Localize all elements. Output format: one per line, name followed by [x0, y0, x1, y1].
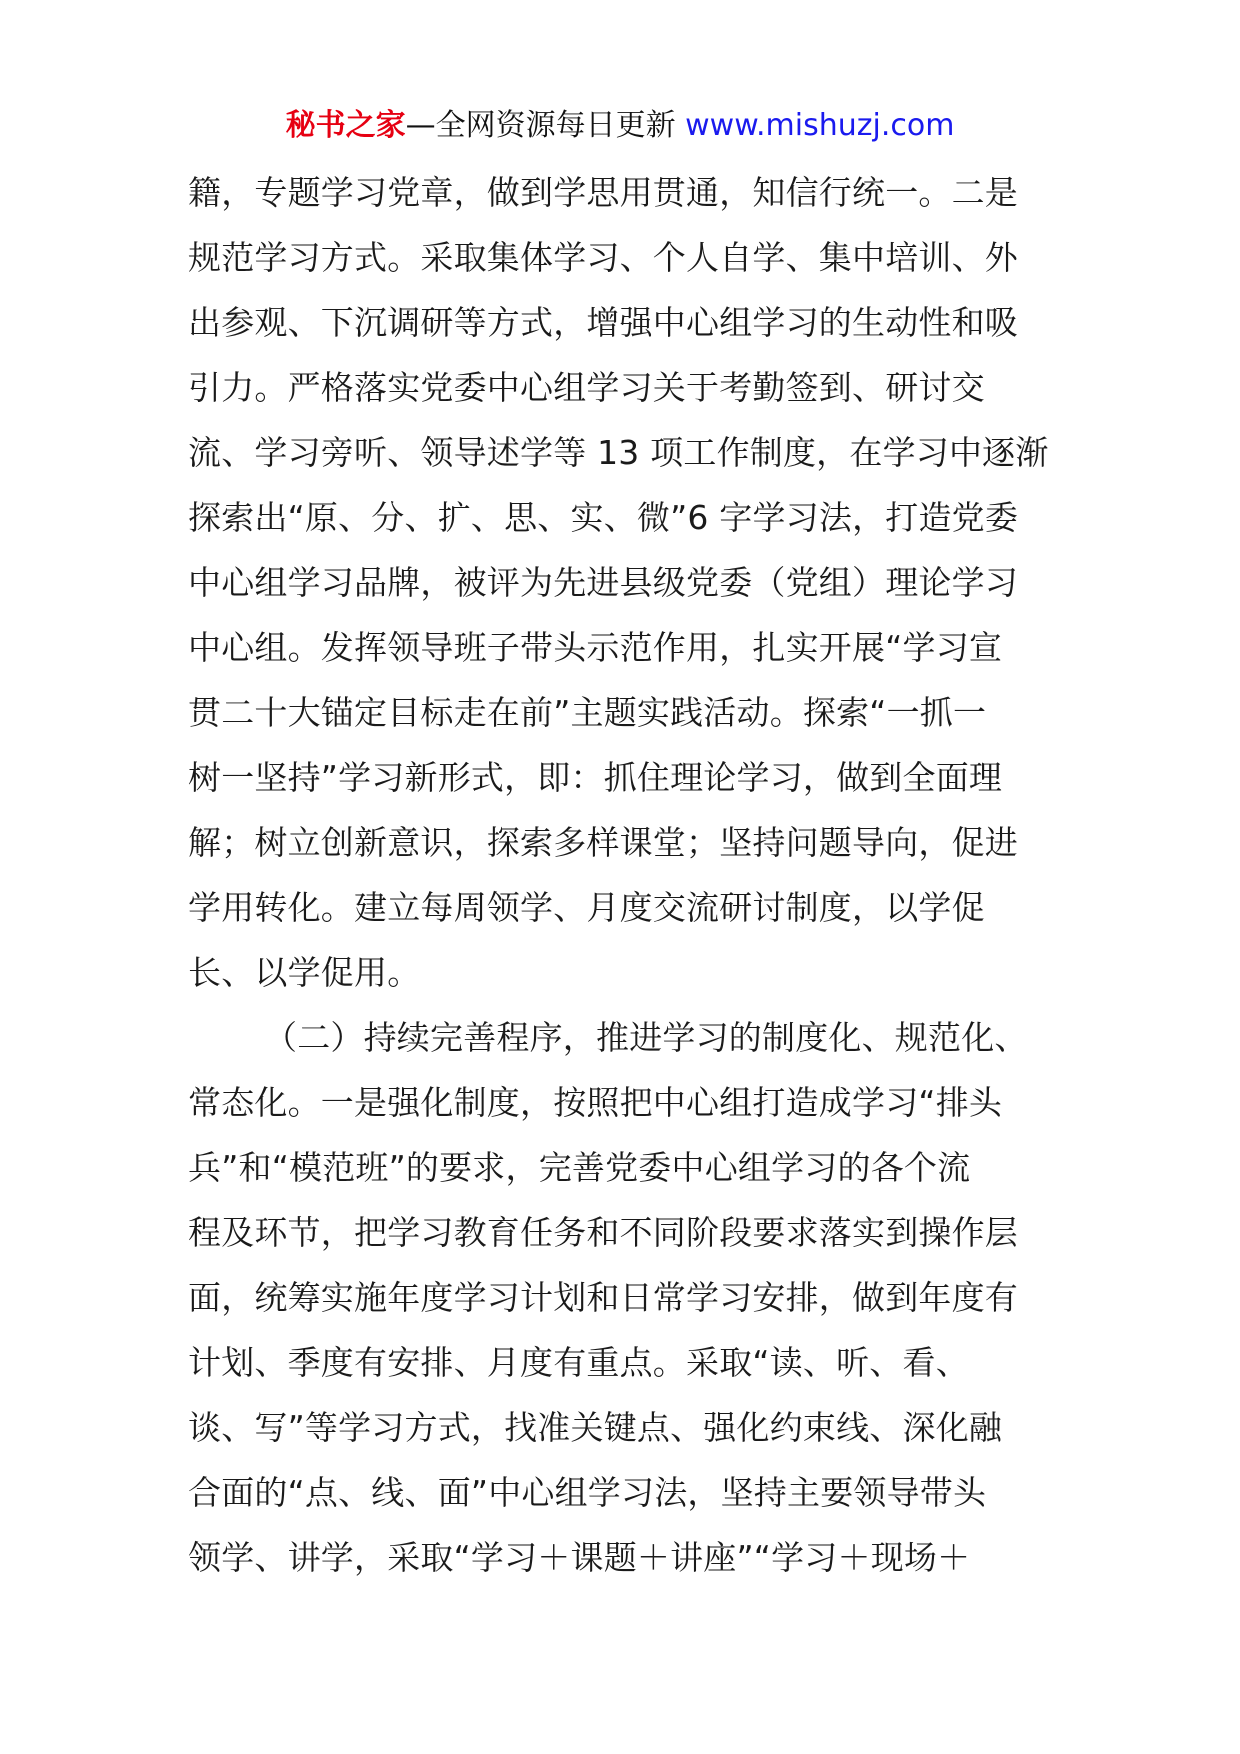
text-line: 常态化。一是强化制度，按照把中心组打造成学习“排头	[188, 1083, 1003, 1122]
text-line: 程及环节，把学习教育任务和不同阶段要求落实到操作层	[188, 1213, 1018, 1252]
text-line: 领学、讲学，采取“学习＋课题＋讲座”“学习＋现场＋	[188, 1538, 971, 1577]
text-line: 中心组。发挥领导班子带头示范作用，扎实开展“学习宣	[188, 628, 1003, 667]
text-line: 籍，专题学习党章，做到学思用贯通，知信行统一。二是	[188, 173, 1018, 212]
text-line: 树一坚持”学习新形式，即：抓住理论学习，做到全面理	[188, 758, 1003, 797]
section-heading-line: （二）持续完善程序，推进学习的制度化、规范化、	[264, 1018, 1028, 1057]
text-line: 出参观、下沉调研等方式，增强中心组学习的生动性和吸	[188, 303, 1018, 342]
text-line: 学用转化。建立每周领学、月度交流研讨制度，以学促	[188, 888, 985, 927]
header-tagline: —全网资源每日更新	[405, 108, 686, 143]
text-line: 兵”和“模范班”的要求，完善党委中心组学习的各个流	[188, 1148, 971, 1187]
text-line: 流、学习旁听、领导述学等 13 项工作制度，在学习中逐渐	[188, 433, 1049, 472]
text-line: 中心组学习品牌，被评为先进县级党委（党组）理论学习	[188, 563, 1018, 602]
text-line: 引力。严格落实党委中心组学习关于考勤签到、研讨交	[188, 368, 985, 407]
text-line: 合面的“点、线、面”中心组学习法，坚持主要领导带头	[188, 1473, 987, 1512]
document-body	[188, 160, 1068, 1590]
text-line: 贯二十大锚定目标走在前”主题实践活动。探索“一抓一	[188, 693, 987, 732]
text-line: 长、以学促用。	[188, 953, 421, 992]
page-header	[0, 104, 1240, 148]
text-line: 面，统筹实施年度学习计划和日常学习安排，做到年度有	[188, 1278, 1018, 1317]
text-line: 解；树立创新意识，探索多样课堂；坚持问题导向，促进	[188, 823, 1018, 862]
brand-name: 秘书之家	[285, 108, 406, 143]
text-line: 规范学习方式。采取集体学习、个人自学、集中培训、外	[188, 238, 1018, 277]
website-link[interactable]: www.mishuzj.com	[685, 108, 955, 143]
text-line: 谈、写”等学习方式，找准关键点、强化约束线、深化融	[188, 1408, 1003, 1447]
text-line: 计划、季度有安排、月度有重点。采取“读、听、看、	[188, 1343, 969, 1382]
text-line: 探索出“原、分、扩、思、实、微”6 字学习法，打造党委	[188, 498, 1019, 537]
